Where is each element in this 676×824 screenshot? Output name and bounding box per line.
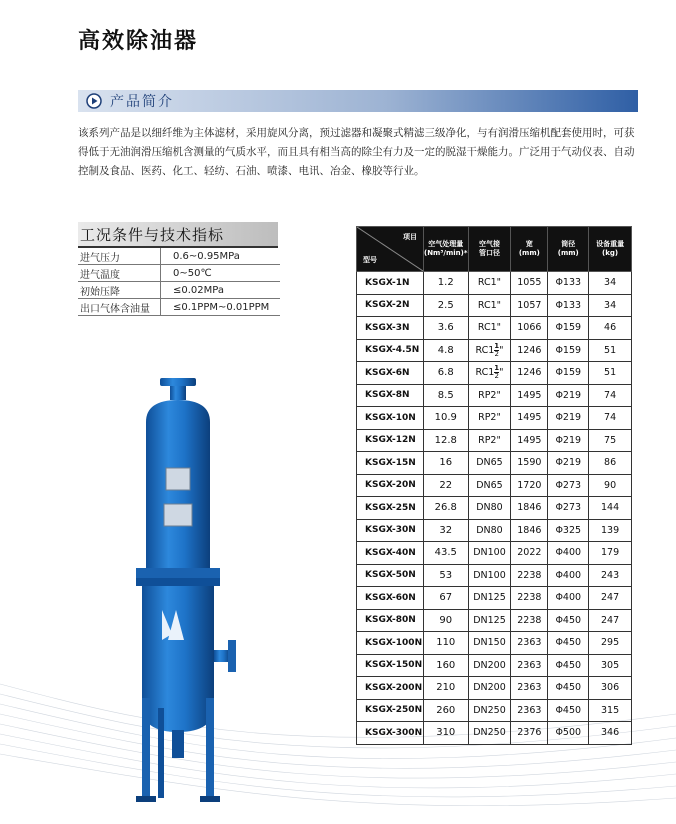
width-cell: 2238 <box>511 609 548 632</box>
port-cell: DN80 <box>468 497 511 520</box>
fraction-denominator: 2 <box>494 372 499 381</box>
diameter-cell: Φ219 <box>548 384 589 407</box>
weight-cell: 179 <box>589 542 632 565</box>
model-cell: KSGX-8N <box>357 384 424 407</box>
table-row <box>357 317 632 340</box>
width-cell: 1495 <box>511 407 548 430</box>
spec-label: 初始压降 <box>78 282 161 299</box>
width-cell: 2363 <box>511 699 548 722</box>
port-cell: DN200 <box>468 677 511 700</box>
weight-cell: 74 <box>589 384 632 407</box>
fraction-numerator: 1 <box>494 364 500 373</box>
port-cell: DN125 <box>468 609 511 632</box>
table-row <box>357 384 632 407</box>
flow-cell: 310 <box>424 722 469 745</box>
diameter-cell: Φ400 <box>548 542 589 565</box>
header-width <box>511 227 548 272</box>
flow-cell: 3.6 <box>424 317 469 340</box>
diameter-cell: Φ450 <box>548 654 589 677</box>
flow-cell: 26.8 <box>424 497 469 520</box>
model-cell: KSGX-30N <box>357 519 424 542</box>
diameter-cell: Φ159 <box>548 339 589 362</box>
spec-row <box>78 282 280 299</box>
spec-value: 0.6~0.95MPa <box>161 248 281 265</box>
weight-cell: 34 <box>589 294 632 317</box>
flow-cell: 4.8 <box>424 339 469 362</box>
flow-cell: 43.5 <box>424 542 469 565</box>
fraction-denominator: 2 <box>494 349 499 358</box>
spec-row <box>78 265 280 282</box>
flow-cell: 12.8 <box>424 429 469 452</box>
port-cell: DN100 <box>468 564 511 587</box>
header-port <box>468 227 511 272</box>
intro-text: 该系列产品是以细纤维为主体滤材，采用旋风分离，预过滤器和凝聚式精滤三级净化，与有润滑压缩机配套使用时，可获得低于无油润滑压缩机含测量的气质水平，而且具有相当高的除尘有力及一定的脱湿干燥能力。广泛用于气动仪表、自动控制及食品、医药、化工、轻纺、石油、喷漆、电讯、冶金、橡胶等行业。 <box>78 127 635 177</box>
header-port-label: 空气接 <box>478 240 500 248</box>
flow-cell: 22 <box>424 474 469 497</box>
flow-cell: 16 <box>424 452 469 475</box>
weight-cell: 247 <box>589 587 632 610</box>
diameter-cell: Φ450 <box>548 699 589 722</box>
table-row <box>357 542 632 565</box>
width-cell: 1720 <box>511 474 548 497</box>
width-cell: 2238 <box>511 587 548 610</box>
diameter-cell: Φ219 <box>548 452 589 475</box>
width-cell: 2022 <box>511 542 548 565</box>
port-cell: RC1" <box>468 317 511 340</box>
model-cell: KSGX-1N <box>357 272 424 295</box>
table-header-row <box>357 227 632 272</box>
port-cell: RP2" <box>468 429 511 452</box>
spec-table <box>78 248 280 316</box>
header-diameter-unit: (mm) <box>557 249 579 257</box>
model-cell: KSGX-25N <box>357 497 424 520</box>
port-prefix: RC1 <box>475 367 495 379</box>
port-prefix: RC1 <box>475 344 495 356</box>
weight-cell: 34 <box>589 272 632 295</box>
table-row <box>357 407 632 430</box>
width-cell: 2238 <box>511 564 548 587</box>
model-cell: KSGX-40N <box>357 542 424 565</box>
weight-cell: 90 <box>589 474 632 497</box>
model-cell: KSGX-10N <box>357 407 424 430</box>
spec-label: 进气压力 <box>78 248 161 265</box>
weight-cell: 144 <box>589 497 632 520</box>
model-cell: KSGX-300N <box>357 722 424 745</box>
port-cell: RC1" <box>468 294 511 317</box>
table-row <box>357 632 632 655</box>
diameter-cell: Φ133 <box>548 272 589 295</box>
model-cell: KSGX-100N <box>357 632 424 655</box>
width-cell: 1246 <box>511 362 548 385</box>
flow-cell: 8.5 <box>424 384 469 407</box>
width-cell: 1590 <box>511 452 548 475</box>
weight-cell: 51 <box>589 362 632 385</box>
weight-cell: 74 <box>589 407 632 430</box>
table-row <box>357 362 632 385</box>
model-cell: KSGX-20N <box>357 474 424 497</box>
weight-cell: 305 <box>589 654 632 677</box>
spec-heading-bar <box>78 222 278 248</box>
header-diameter-label: 筒径 <box>561 240 576 248</box>
spec-row <box>78 248 280 265</box>
port-cell: DN80 <box>468 519 511 542</box>
table-row <box>357 429 632 452</box>
flow-cell: 32 <box>424 519 469 542</box>
header-model-label: 型号 <box>363 256 377 264</box>
width-cell: 1846 <box>511 519 548 542</box>
diameter-cell: Φ500 <box>548 722 589 745</box>
diameter-cell: Φ219 <box>548 407 589 430</box>
weight-cell: 139 <box>589 519 632 542</box>
model-cell: KSGX-3N <box>357 317 424 340</box>
model-cell: KSGX-12N <box>357 429 424 452</box>
diameter-cell: Φ273 <box>548 474 589 497</box>
weight-cell: 306 <box>589 677 632 700</box>
flow-cell: 160 <box>424 654 469 677</box>
header-weight-label: 设备重量 <box>596 240 625 248</box>
weight-cell: 75 <box>589 429 632 452</box>
flow-cell: 2.5 <box>424 294 469 317</box>
table-row <box>357 339 632 362</box>
spec-value: ≤0.02MPa <box>161 282 281 299</box>
weight-cell: 46 <box>589 317 632 340</box>
width-cell: 2363 <box>511 632 548 655</box>
diameter-cell: Φ159 <box>548 317 589 340</box>
header-flow <box>424 227 469 272</box>
flow-cell: 210 <box>424 677 469 700</box>
port-cell: DN125 <box>468 587 511 610</box>
table-row <box>357 452 632 475</box>
width-cell: 1057 <box>511 294 548 317</box>
port-cell: DN200 <box>468 654 511 677</box>
header-width-label: 宽 <box>525 240 533 248</box>
diameter-cell: Φ400 <box>548 587 589 610</box>
diameter-cell: Φ133 <box>548 294 589 317</box>
width-cell: 1495 <box>511 384 548 407</box>
model-cell: KSGX-4.5N <box>357 339 424 362</box>
model-spec-table <box>356 226 632 745</box>
port-suffix: " <box>499 344 504 356</box>
port-cell: DN150 <box>468 632 511 655</box>
weight-cell: 295 <box>589 632 632 655</box>
header-diameter <box>548 227 589 272</box>
port-cell: DN250 <box>468 699 511 722</box>
diameter-cell: Φ450 <box>548 632 589 655</box>
diameter-cell: Φ325 <box>548 519 589 542</box>
intro-heading: 产品简介 <box>110 94 174 110</box>
model-cell: KSGX-50N <box>357 564 424 587</box>
spec-row <box>78 299 280 316</box>
table-row <box>357 272 632 295</box>
port-cell: DN250 <box>468 722 511 745</box>
model-cell: KSGX-250N <box>357 699 424 722</box>
weight-cell: 315 <box>589 699 632 722</box>
weight-cell: 346 <box>589 722 632 745</box>
table-row <box>357 609 632 632</box>
weight-cell: 51 <box>589 339 632 362</box>
flow-cell: 90 <box>424 609 469 632</box>
diameter-cell: Φ450 <box>548 677 589 700</box>
diameter-cell: Φ159 <box>548 362 589 385</box>
oil-separator-vessel-image <box>118 378 248 802</box>
port-cell: DN100 <box>468 542 511 565</box>
play-circle-icon <box>86 93 102 109</box>
weight-cell: 243 <box>589 564 632 587</box>
header-port-label-2: 管口径 <box>478 249 500 257</box>
width-cell: 1066 <box>511 317 548 340</box>
header-weight <box>589 227 632 272</box>
spec-value: ≤0.1PPM~0.01PPM <box>161 299 281 316</box>
flow-cell: 67 <box>424 587 469 610</box>
intro-section-bar <box>78 90 638 112</box>
spec-value: 0~50℃ <box>161 265 281 282</box>
width-cell: 1495 <box>511 429 548 452</box>
spec-label: 进气温度 <box>78 265 161 282</box>
table-row <box>357 497 632 520</box>
table-row <box>357 519 632 542</box>
port-cell <box>468 339 511 362</box>
table-row <box>357 722 632 745</box>
width-cell: 2363 <box>511 654 548 677</box>
model-cell: KSGX-60N <box>357 587 424 610</box>
port-cell: RP2" <box>468 384 511 407</box>
fraction-numerator: 1 <box>494 341 500 350</box>
port-cell: DN65 <box>468 474 511 497</box>
table-row <box>357 564 632 587</box>
flow-cell: 10.9 <box>424 407 469 430</box>
header-item-label: 项目 <box>403 233 417 241</box>
diameter-cell: Φ273 <box>548 497 589 520</box>
spec-label: 出口气体含油量 <box>78 299 161 316</box>
width-cell: 2376 <box>511 722 548 745</box>
model-cell: KSGX-6N <box>357 362 424 385</box>
port-suffix: " <box>499 367 504 379</box>
spec-heading: 工况条件与技术指标 <box>80 226 225 244</box>
width-cell: 1246 <box>511 339 548 362</box>
table-row <box>357 654 632 677</box>
model-cell: KSGX-150N <box>357 654 424 677</box>
header-flow-label: 空气处理量 <box>428 240 464 248</box>
port-cell: DN65 <box>468 452 511 475</box>
page-title: 高效除油器 <box>78 29 199 54</box>
width-cell: 1846 <box>511 497 548 520</box>
width-cell: 2363 <box>511 677 548 700</box>
header-flow-unit: (Nm³/min)* <box>424 249 468 257</box>
weight-cell: 247 <box>589 609 632 632</box>
port-cell <box>468 362 511 385</box>
weight-cell: 86 <box>589 452 632 475</box>
port-cell: RC1" <box>468 272 511 295</box>
flow-cell: 260 <box>424 699 469 722</box>
model-cell: KSGX-15N <box>357 452 424 475</box>
diameter-cell: Φ450 <box>548 609 589 632</box>
flow-cell: 110 <box>424 632 469 655</box>
header-weight-unit: (kg) <box>602 249 619 257</box>
header-corner <box>357 227 424 272</box>
flow-cell: 53 <box>424 564 469 587</box>
diameter-cell: Φ400 <box>548 564 589 587</box>
header-width-unit: (mm) <box>518 249 540 257</box>
width-cell: 1055 <box>511 272 548 295</box>
port-cell: RP2" <box>468 407 511 430</box>
diameter-cell: Φ219 <box>548 429 589 452</box>
table-row <box>357 587 632 610</box>
flow-cell: 1.2 <box>424 272 469 295</box>
flow-cell: 6.8 <box>424 362 469 385</box>
model-cell: KSGX-80N <box>357 609 424 632</box>
table-row <box>357 699 632 722</box>
model-cell: KSGX-200N <box>357 677 424 700</box>
table-row <box>357 474 632 497</box>
table-row <box>357 294 632 317</box>
model-cell: KSGX-2N <box>357 294 424 317</box>
table-row <box>357 677 632 700</box>
